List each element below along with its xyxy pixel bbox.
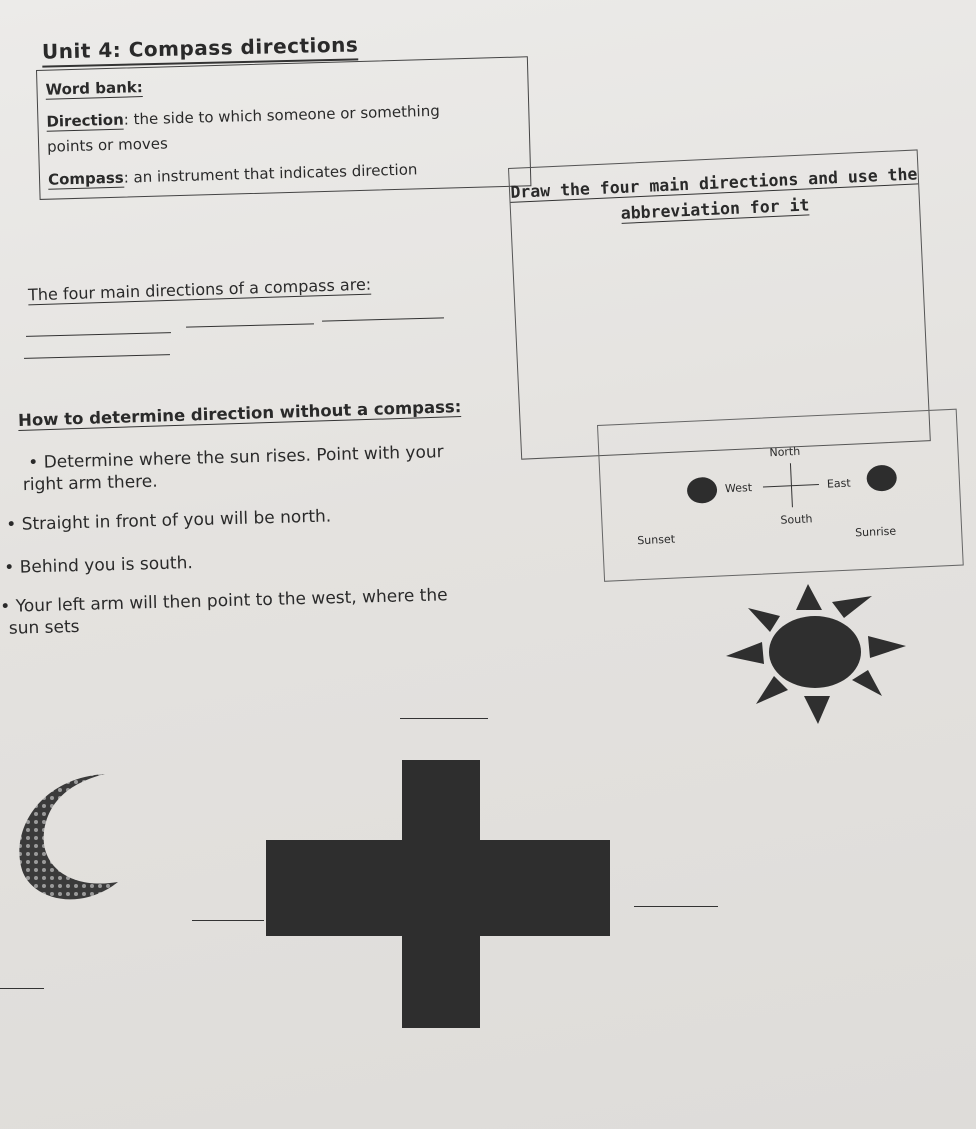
moon-icon [0, 770, 120, 915]
answer-blank-moon[interactable] [0, 988, 44, 989]
legend-east-label: East [826, 476, 851, 491]
compass-definition-text: : an instrument that indicates direction [123, 160, 418, 187]
legend-sunset-dot [686, 477, 717, 504]
bullet-dot: • [0, 596, 11, 617]
direction-definition-text-1: : the side to which someone or something [123, 101, 440, 129]
howto-heading: How to determine direction without a compass: [17, 397, 462, 430]
compass-term: Compass [47, 168, 124, 189]
draw-instruction-line-1: Draw the four main directions and use the [510, 164, 918, 202]
howto-bullet-3: • Behind you is south. [4, 553, 194, 578]
legend-west-label: West [724, 481, 753, 496]
answer-blank-4[interactable] [24, 354, 170, 359]
direction-definition-continued: points or moves [46, 134, 169, 156]
word-bank-heading: Word bank: [45, 78, 143, 99]
howto-bullet-2: • Straight in front of you will be north. [6, 506, 332, 535]
direction-term: Direction [46, 110, 125, 131]
sun-icon [722, 580, 912, 730]
compass-legend-box [597, 409, 964, 582]
answer-blank-west[interactable] [192, 920, 264, 921]
answer-blank-2[interactable] [186, 323, 314, 327]
answer-blank-3[interactable] [322, 317, 444, 321]
howto-bullet-4: • Your left arm will then point to the west, where the sun sets [0, 585, 448, 639]
legend-sunrise-dot [866, 464, 897, 491]
answer-blank-1[interactable] [26, 332, 171, 337]
answer-blank-north[interactable] [400, 718, 488, 719]
bullet-dot: • [4, 557, 15, 578]
compass-definition [48, 160, 418, 188]
answer-blank-east[interactable] [634, 906, 718, 907]
legend-north-label: North [769, 444, 801, 460]
draw-instruction-line-2: abbreviation for it [620, 195, 810, 223]
four-directions-heading: The four main directions of a compass are: [27, 274, 372, 305]
direction-definition [46, 102, 440, 131]
legend-south-label: South [780, 512, 813, 527]
bullet-dot: • [28, 452, 39, 473]
word-bank-box [36, 56, 531, 200]
legend-sunrise-label: Sunrise [854, 524, 897, 540]
bullet-dot: • [6, 514, 17, 535]
legend-sunset-label: Sunset [636, 532, 676, 548]
compass-cross-icon [262, 758, 614, 1030]
page-title: Unit 4: Compass directions [42, 32, 359, 67]
howto-bullet-1: • Determine where the sun rises. Point with your right arm there. [22, 442, 444, 496]
